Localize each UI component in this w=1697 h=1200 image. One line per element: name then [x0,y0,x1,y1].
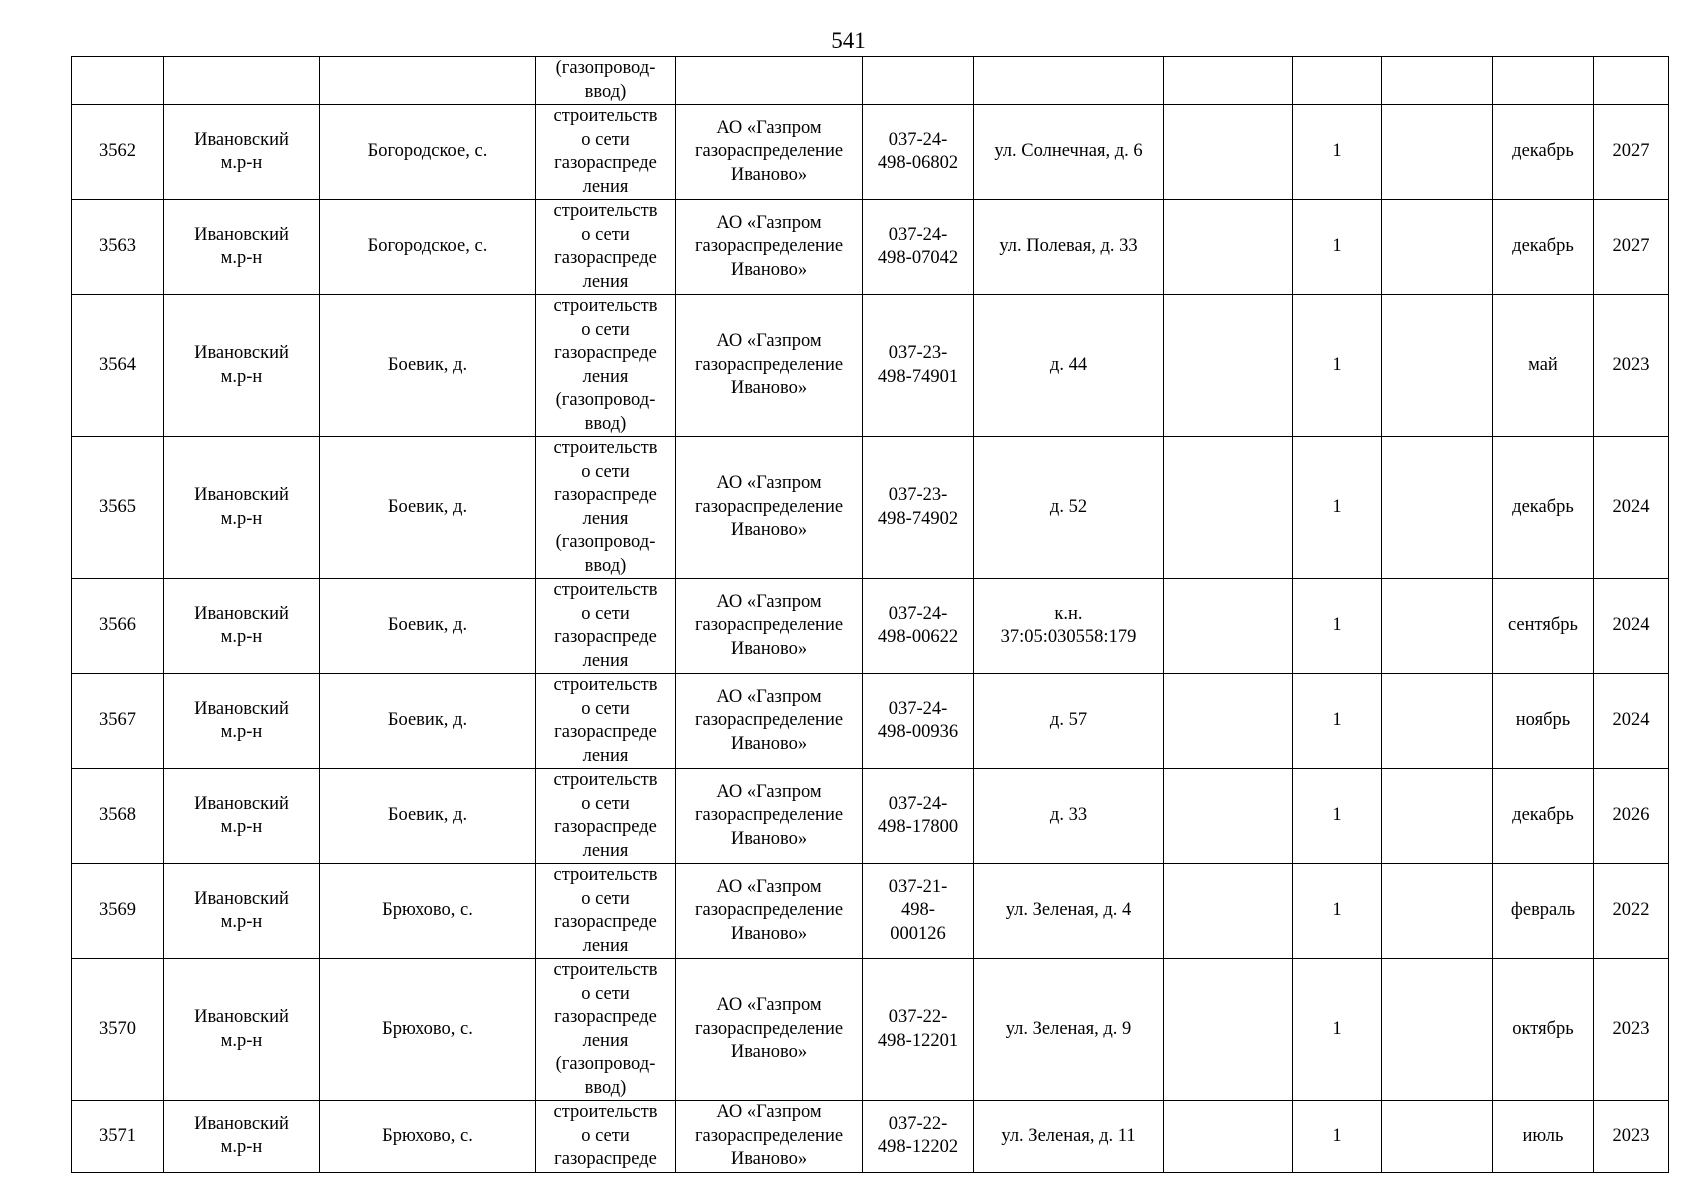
cell-organization: АО «Газпром газораспределение Иваново» [676,959,863,1101]
cell-empty [320,57,536,105]
cell-empty [1164,1101,1293,1173]
page-number: 541 [831,28,866,53]
cell-settlement: Брюхово, с. [320,1101,536,1173]
cell-empty [1164,437,1293,579]
cell-empty [1382,1101,1493,1173]
cell-district: Ивановский м.р-н [164,959,320,1101]
cell-settlement: Богородское, с. [320,105,536,200]
table-row-continuation [72,57,1669,105]
cell-empty [1382,437,1493,579]
cell-month: октябрь [1493,959,1594,1101]
cell-month: ноябрь [1493,674,1594,769]
cell-address: ул. Зеленая, д. 11 [974,1101,1164,1173]
cell-empty [1382,105,1493,200]
cell-organization: АО «Газпром газораспределение Иваново» [676,105,863,200]
table-row [72,437,1669,579]
cell-empty [1382,200,1493,295]
cell-address: д. 52 [974,437,1164,579]
cell-number: 3566 [72,579,164,674]
cell-district: Ивановский м.р-н [164,1101,320,1173]
table-row [72,864,1669,959]
cell-work-type: строительств о сети газораспреде ления [536,200,676,295]
cell-empty [1382,769,1493,864]
cell-work-type: (газопровод- ввод) [536,57,676,105]
cell-address: ул. Полевая, д. 33 [974,200,1164,295]
cell-quantity: 1 [1293,864,1382,959]
cell-address: к.н. 37:05:030558:179 [974,579,1164,674]
cell-empty [1293,57,1382,105]
cell-organization: АО «Газпром газораспределение Иваново» [676,769,863,864]
cell-district: Ивановский м.р-н [164,105,320,200]
table-row [72,1101,1669,1173]
cell-empty [863,57,974,105]
cell-empty [72,57,164,105]
cell-application-number: 037-24- 498-06802 [863,105,974,200]
cell-empty [1164,864,1293,959]
cell-work-type: строительств о сети газораспреде ления [536,769,676,864]
cell-settlement: Боевик, д. [320,295,536,437]
cell-empty [1594,57,1669,105]
cell-number: 3567 [72,674,164,769]
cell-empty [1382,864,1493,959]
cell-number: 3569 [72,864,164,959]
cell-organization: АО «Газпром газораспределение Иваново» [676,437,863,579]
cell-district: Ивановский м.р-н [164,769,320,864]
cell-work-type: строительств о сети газораспреде ления (газопровод- ввод) [536,295,676,437]
cell-number: 3571 [72,1101,164,1173]
cell-application-number: 037-24- 498-07042 [863,200,974,295]
cell-work-type: строительств о сети газораспреде ления (газопровод- ввод) [536,959,676,1101]
cell-year: 2024 [1594,437,1669,579]
cell-application-number: 037-24- 498-17800 [863,769,974,864]
cell-empty [1382,959,1493,1101]
cell-empty [1382,674,1493,769]
cell-number: 3570 [72,959,164,1101]
cell-address: ул. Зеленая, д. 4 [974,864,1164,959]
cell-settlement: Боевик, д. [320,674,536,769]
cell-year: 2024 [1594,674,1669,769]
cell-address: ул. Солнечная, д. 6 [974,105,1164,200]
cell-work-type: строительств о сети газораспреде ления [536,105,676,200]
table-row [72,579,1669,674]
cell-quantity: 1 [1293,200,1382,295]
cell-number: 3562 [72,105,164,200]
cell-quantity: 1 [1293,769,1382,864]
cell-district: Ивановский м.р-н [164,200,320,295]
cell-empty [164,57,320,105]
cell-address: ул. Зеленая, д. 9 [974,959,1164,1101]
cell-settlement: Боевик, д. [320,769,536,864]
cell-settlement: Брюхово, с. [320,959,536,1101]
cell-settlement: Брюхово, с. [320,864,536,959]
cell-month: декабрь [1493,437,1594,579]
cell-address: д. 44 [974,295,1164,437]
table-row [72,769,1669,864]
cell-number: 3568 [72,769,164,864]
table-row [72,959,1669,1101]
cell-organization: АО «Газпром газораспределение Иваново» [676,864,863,959]
cell-empty [1382,579,1493,674]
cell-address: д. 57 [974,674,1164,769]
cell-application-number: 037-24- 498-00936 [863,674,974,769]
cell-year: 2026 [1594,769,1669,864]
cell-empty [974,57,1164,105]
cell-empty [1382,295,1493,437]
cell-quantity: 1 [1293,295,1382,437]
cell-year: 2023 [1594,959,1669,1101]
cell-empty [1164,295,1293,437]
cell-empty [1164,200,1293,295]
cell-month: сентябрь [1493,579,1594,674]
cell-organization: АО «Газпром газораспределение Иваново» [676,200,863,295]
cell-application-number: 037-23- 498-74901 [863,295,974,437]
gas-network-registry-table [71,56,1669,1173]
cell-quantity: 1 [1293,674,1382,769]
cell-empty [1164,674,1293,769]
cell-year: 2027 [1594,200,1669,295]
cell-month: февраль [1493,864,1594,959]
cell-empty [676,57,863,105]
cell-year: 2024 [1594,579,1669,674]
cell-empty [1164,769,1293,864]
cell-work-type: строительств о сети газораспреде ления [536,864,676,959]
cell-number: 3564 [72,295,164,437]
cell-number: 3565 [72,437,164,579]
cell-year: 2023 [1594,295,1669,437]
cell-work-type: строительств о сети газораспреде ления [536,674,676,769]
cell-settlement: Боевик, д. [320,437,536,579]
cell-number: 3563 [72,200,164,295]
cell-application-number: 037-23- 498-74902 [863,437,974,579]
cell-district: Ивановский м.р-н [164,674,320,769]
cell-organization: АО «Газпром газораспределение Иваново» [676,1101,863,1173]
cell-empty [1164,959,1293,1101]
cell-month: декабрь [1493,105,1594,200]
cell-settlement: Богородское, с. [320,200,536,295]
table-row [72,105,1669,200]
cell-district: Ивановский м.р-н [164,864,320,959]
cell-quantity: 1 [1293,1101,1382,1173]
cell-year: 2027 [1594,105,1669,200]
cell-month: декабрь [1493,769,1594,864]
cell-empty [1493,57,1594,105]
cell-organization: АО «Газпром газораспределение Иваново» [676,674,863,769]
cell-quantity: 1 [1293,579,1382,674]
cell-empty [1382,57,1493,105]
cell-year: 2022 [1594,864,1669,959]
cell-district: Ивановский м.р-н [164,579,320,674]
cell-application-number: 037-21- 498- 000126 [863,864,974,959]
cell-empty [1164,57,1293,105]
cell-month: июль [1493,1101,1594,1173]
cell-work-type: строительств о сети газораспреде [536,1101,676,1173]
cell-address: д. 33 [974,769,1164,864]
cell-quantity: 1 [1293,105,1382,200]
cell-empty [1164,105,1293,200]
cell-settlement: Боевик, д. [320,579,536,674]
cell-month: май [1493,295,1594,437]
cell-district: Ивановский м.р-н [164,437,320,579]
cell-empty [1164,579,1293,674]
table-row [72,674,1669,769]
cell-quantity: 1 [1293,437,1382,579]
cell-application-number: 037-22- 498-12201 [863,959,974,1101]
cell-organization: АО «Газпром газораспределение Иваново» [676,579,863,674]
cell-application-number: 037-24- 498-00622 [863,579,974,674]
table-row [72,200,1669,295]
cell-organization: АО «Газпром газораспределение Иваново» [676,295,863,437]
table-row [72,295,1669,437]
cell-work-type: строительств о сети газораспреде ления (газопровод- ввод) [536,437,676,579]
cell-month: декабрь [1493,200,1594,295]
cell-application-number: 037-22- 498-12202 [863,1101,974,1173]
cell-work-type: строительств о сети газораспреде ления [536,579,676,674]
cell-quantity: 1 [1293,959,1382,1101]
cell-year: 2023 [1594,1101,1669,1173]
cell-district: Ивановский м.р-н [164,295,320,437]
